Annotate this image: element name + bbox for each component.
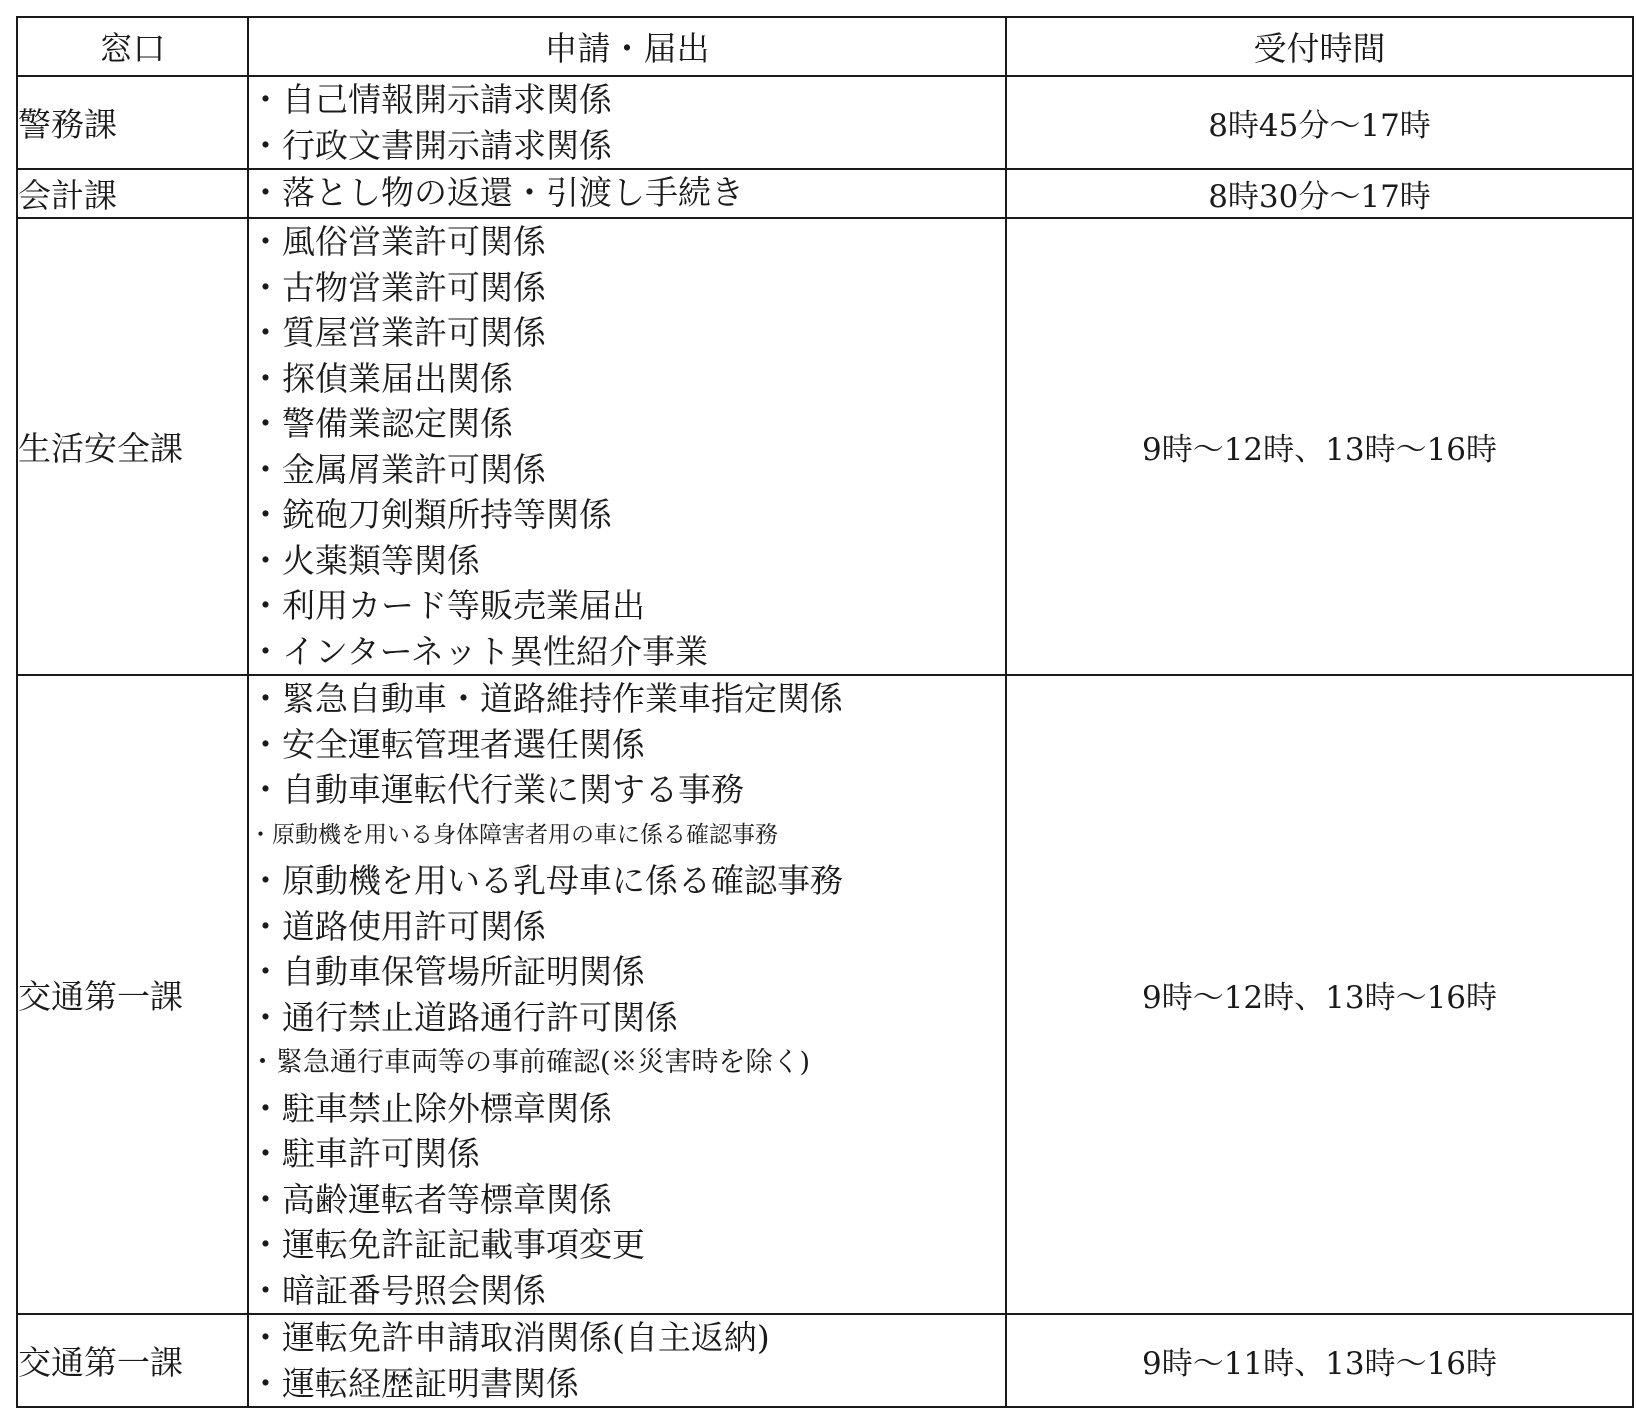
list-item: ・自動車運転代行業に関する事務 xyxy=(249,770,744,809)
window-cell: 警務課 xyxy=(17,76,248,169)
window-cell: 生活安全課 xyxy=(17,218,248,675)
table-row xyxy=(17,218,1633,675)
table-row xyxy=(17,1314,1633,1407)
hours-cell: 8時45分～17時 xyxy=(1006,76,1633,169)
applications-cell xyxy=(248,169,1006,218)
list-item: ・道路使用許可関係 xyxy=(249,906,546,946)
applications-cell xyxy=(248,675,1006,1314)
list-item: ・駐車許可関係 xyxy=(249,1134,480,1173)
hours-cell: 9時～11時、13時～16時 xyxy=(1006,1314,1633,1407)
header-window: 窓口 xyxy=(17,17,248,76)
list-item: ・インターネット異性紹介事業 xyxy=(249,631,709,671)
hours-cell: 9時～12時、13時～16時 xyxy=(1006,675,1633,1314)
hours-cell: 9時～12時、13時～16時 xyxy=(1006,218,1633,675)
list-item: ・運転経歴証明書関係 xyxy=(249,1363,579,1403)
list-item: ・警備業認定関係 xyxy=(249,404,513,443)
table-row xyxy=(17,675,1633,1314)
list-item: ・金属屑業許可関係 xyxy=(249,449,546,489)
list-item: ・高齢運転者等標章関係 xyxy=(249,1179,612,1219)
header-row xyxy=(17,17,1633,76)
list-item: ・原動機を用いる乳母車に係る確認事務 xyxy=(249,861,843,900)
list-item: ・銃砲刀剣類所持等関係 xyxy=(249,495,612,534)
window-cell: 会計課 xyxy=(17,169,248,218)
list-item: ・質屋営業許可関係 xyxy=(249,313,546,352)
applications-cell xyxy=(248,76,1006,169)
list-item: ・暗証番号照会関係 xyxy=(249,1270,546,1310)
list-item: ・運転免許申請取消関係(自主返納) xyxy=(249,1318,770,1357)
list-item: ・行政文書開示請求関係 xyxy=(249,125,612,165)
list-item: ・駐車禁止除外標章関係 xyxy=(249,1088,612,1128)
header-applications: 申請・届出 xyxy=(248,17,1006,76)
applications-cell xyxy=(248,1314,1006,1407)
window-cell: 交通第一課 xyxy=(17,675,248,1314)
list-item: ・安全運転管理者選任関係 xyxy=(249,724,645,764)
header-hours: 受付時間 xyxy=(1006,17,1633,76)
list-item: ・原動機を用いる身体障害者用の車に係る確認事務 xyxy=(249,821,778,848)
list-item: ・風俗営業許可関係 xyxy=(249,222,546,261)
hours-cell: 8時30分～17時 xyxy=(1006,169,1633,218)
list-item: ・自己情報開示請求関係 xyxy=(249,80,612,119)
list-item: ・通行禁止道路通行許可関係 xyxy=(249,997,678,1037)
list-item: ・古物営業許可関係 xyxy=(249,267,546,307)
list-item: ・緊急自動車・道路維持作業車指定関係 xyxy=(249,679,843,718)
list-item: ・利用カード等販売業届出 xyxy=(249,586,645,625)
table-row xyxy=(17,76,1633,169)
list-item: ・運転免許証記載事項変更 xyxy=(249,1225,645,1264)
applications-cell xyxy=(248,218,1006,675)
list-item: ・緊急通行車両等の事前確認(※災害時を除く) xyxy=(249,1047,811,1078)
table-row xyxy=(17,169,1633,218)
list-item: ・探偵業届出関係 xyxy=(249,358,513,398)
list-item: ・火薬類等関係 xyxy=(249,540,480,580)
list-item: ・落とし物の返還・引渡し手続き xyxy=(249,173,744,212)
reception-schedule-table xyxy=(16,16,1634,1408)
list-item: ・自動車保管場所証明関係 xyxy=(249,952,645,991)
window-cell: 交通第一課 xyxy=(17,1314,248,1407)
